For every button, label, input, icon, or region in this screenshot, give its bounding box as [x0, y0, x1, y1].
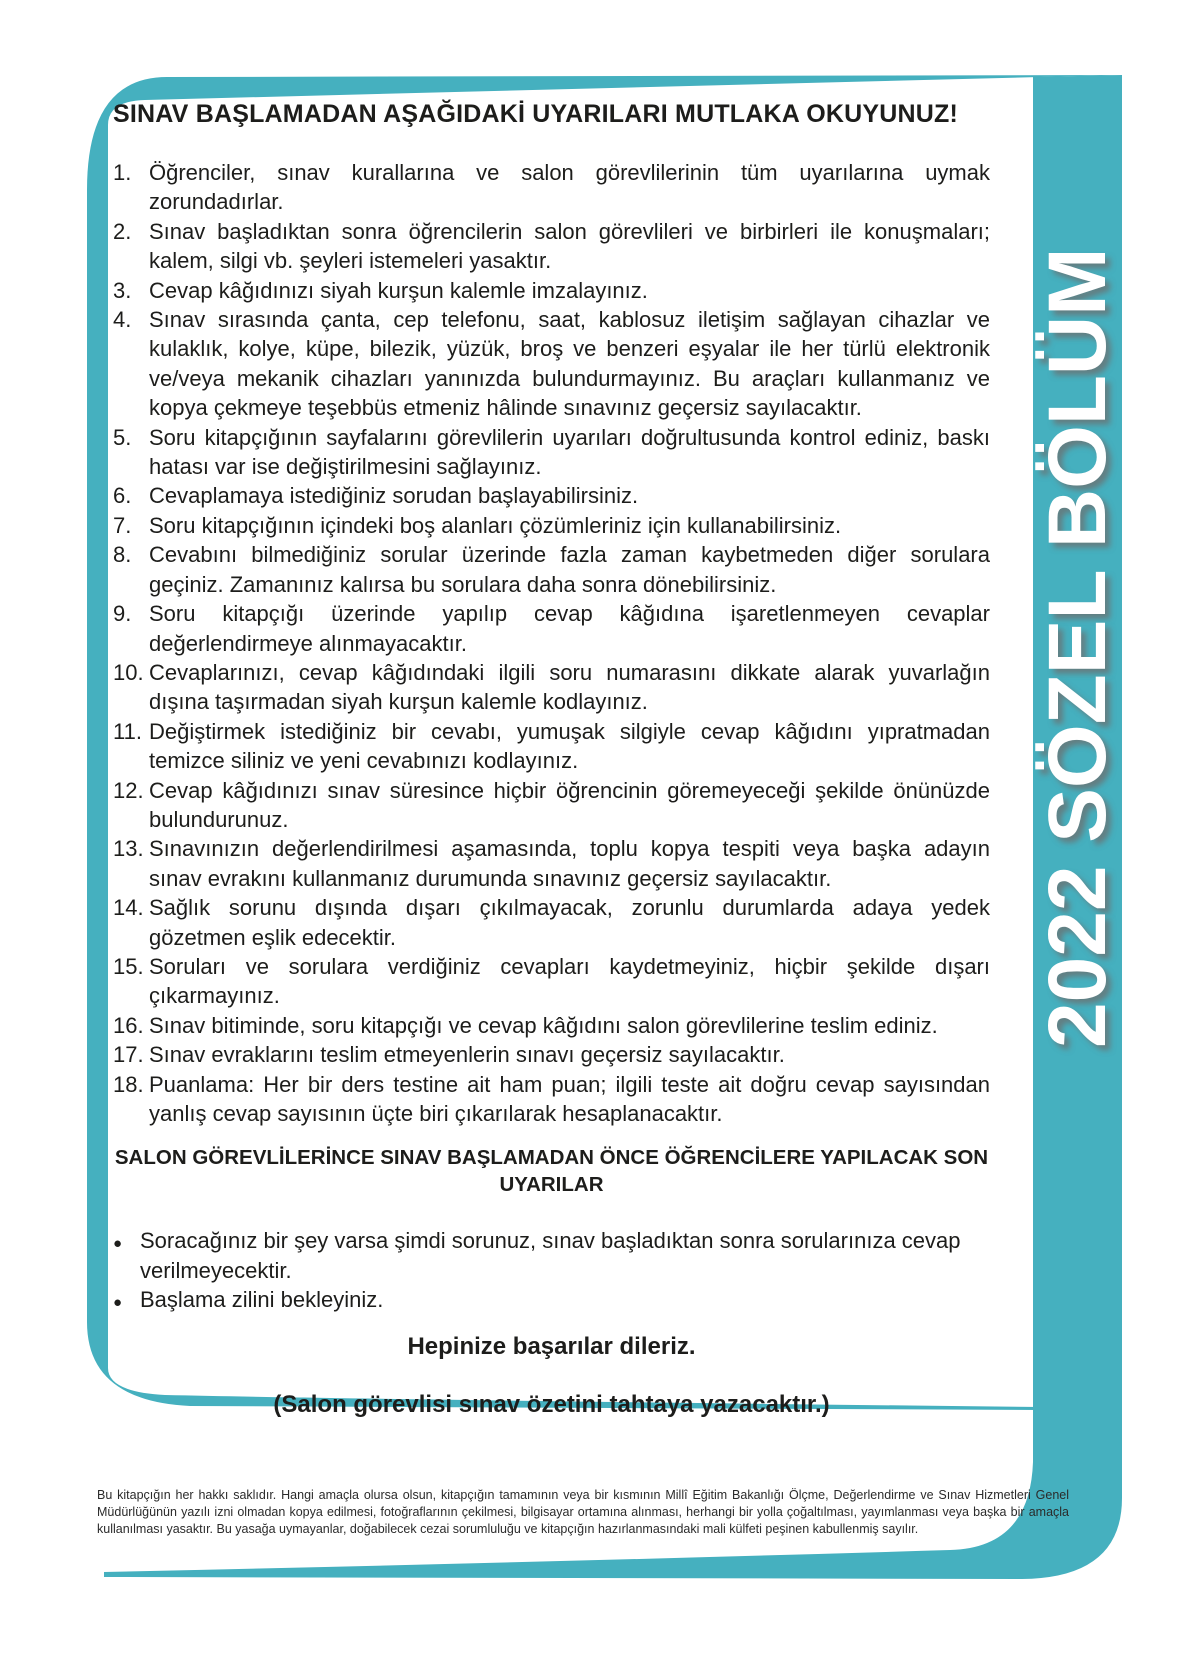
item-number: 3.: [113, 277, 132, 303]
instruction-item: [113, 217, 990, 276]
final-warnings-heading: SALON GÖREVLİLERİNCE SINAV BAŞLAMADAN ÖNCE ÖĞRENCİLERE YAPILACAK SON UYARILAR: [114, 1146, 989, 1197]
instruction-item: [113, 776, 990, 835]
item-number: 5.: [113, 424, 132, 450]
item-text: Sınav evraklarını teslim etmeyenlerin sınavı geçersiz sayılacaktır.: [149, 1042, 785, 1068]
instruction-item: [113, 834, 990, 893]
bullet-item: [113, 1226, 990, 1285]
page-title: SINAV BAŞLAMADAN AŞAĞIDAKİ UYARILARI MUTLAKA OKUYUNUZ!: [113, 100, 959, 128]
item-text: Soru kitapçığı üzerinde yapılıp cevap kâğıdına işaretlenmeyen cevaplar değerlendirmeye alınmayacaktır.: [149, 601, 990, 656]
instruction-item: [113, 658, 990, 717]
item-text: Öğrenciler, sınav kurallarına ve salon görevlilerinin tüm uyarılarına uymak zorundadırlar.: [149, 160, 990, 215]
side-banner-label: 2022 SÖZEL BÖLÜM: [1032, 247, 1123, 1048]
item-text: Cevaplamaya istediğiniz sorudan başlayabilirsiniz.: [149, 483, 639, 509]
item-number: 13.: [113, 836, 144, 862]
instruction-item: [113, 952, 990, 1011]
item-text: Puanlama: Her bir ders testine ait ham puan; ilgili teste ait doğru cevap sayısından yanlış cevap sayısının üçte biri çıkarılarak hesaplanacaktır.: [149, 1071, 990, 1126]
item-text: Sınav sırasında çanta, cep telefonu, saat, kablosuz iletişim sağlayan cihazlar ve kulaklık, kolye, küpe, bilezik, yüzük, broş ve benzeri eşyalar ile her türlü elektronik ve/veya mekanik cihazları yanınızda bulundurmayınız. Bu araçları kullanmanız ve kopya çekmeye teşebbüs etmeniz hâlinde sınavınız geçersiz sayılacaktır.: [149, 307, 990, 421]
item-text: Cevap kâğıdınızı sınav süresince hiçbir öğrencinin göremeyeceği şekilde önünüzde bulundurunuz.: [149, 777, 990, 832]
instruction-item: [113, 276, 990, 305]
item-number: 18.: [113, 1071, 144, 1097]
bullet-icon: [113, 1226, 140, 1285]
final-warnings-list: [113, 1226, 990, 1317]
bullet-item: [113, 1285, 990, 1317]
instruction-item: [113, 599, 990, 658]
board-note: (Salon görevlisi sınav özetini tahtaya yazacaktır.): [273, 1390, 830, 1418]
instruction-item: [113, 540, 990, 599]
item-text: Cevabını bilmediğiniz sorular üzerinde fazla zaman kaybetmeden diğer sorulara geçiniz. Zamanınız kalırsa bu sorulara daha sonra dönebilirsiniz.: [149, 542, 990, 597]
item-number: 12.: [113, 777, 144, 803]
item-number: 7.: [113, 512, 132, 538]
item-number: 16.: [113, 1012, 144, 1038]
item-text: Cevap kâğıdınızı siyah kurşun kalemle imzalayınız.: [149, 277, 648, 303]
instruction-item: [113, 305, 990, 423]
closing-message: Hepinize başarılar dileriz.: [407, 1332, 696, 1360]
copyright-notice: Bu kitapçığın her hakkı saklıdır. Hangi amaçla olursa olsun, kitapçığın tamamının veya bir kısmının Millî Eğitim Bakanlığı Ölçme, Değerlendirme ve Sınav Hizmetleri Genel Müdürlüğünün yazılı izni olmadan kopya edilmesi, fotoğraflarının çekilmesi, bilgisayar ortamına alınması, herhangi bir yolla çoğaltılması, yayımlanması veya başka bir amaçla kullanılması yasaktır. Bu yasağa uymayanlar, doğabilecek cezai sorumluluğu ve kitapçığın hazırlanmasındaki mali külfeti peşinen kabullenmiş sayılır.: [97, 1488, 1069, 1537]
item-text: Sınav başladıktan sonra öğrencilerin salon görevlileri ve birbirleri ile konuşmaları; kalem, silgi vb. şeyleri istemeleri yasaktır.: [149, 218, 990, 274]
item-text: Cevaplarınızı, cevap kâğıdındaki ilgili soru numarasını dikkate alarak yuvarlağın dışına taşırmadan siyah kurşun kalemle kodlayınız.: [149, 659, 990, 715]
item-text: Sınav bitiminde, soru kitapçığı ve cevap kâğıdını salon görevlilerine teslim ediniz.: [149, 1012, 938, 1038]
instruction-item: [113, 1011, 990, 1040]
item-number: 6.: [113, 483, 132, 509]
item-number: 2.: [113, 218, 132, 244]
item-number: 17.: [113, 1042, 144, 1068]
instruction-item: [113, 481, 990, 510]
bullet-icon: [113, 1285, 140, 1317]
item-number: 10.: [113, 659, 144, 685]
item-number: 1.: [113, 160, 132, 185]
item-number: 15.: [113, 953, 144, 979]
item-number: 9.: [113, 601, 132, 627]
item-text: Soruları ve sorulara verdiğiniz cevapları kaydetmeyiniz, hiçbir şekilde dışarı çıkarmayınız.: [149, 953, 990, 1009]
item-number: 11.: [113, 718, 142, 744]
instruction-item: [113, 1070, 990, 1129]
item-text: Sağlık sorunu dışında dışarı çıkılmayacak, zorunlu durumlarda adaya yedek gözetmen eşlik edecektir.: [149, 895, 990, 950]
bullet-text: Soracağınız bir şey varsa şimdi sorunuz, sınav başladıktan sonra sorularınıza cevap verilmeyecektir.: [140, 1228, 961, 1283]
instruction-item: [113, 717, 990, 776]
item-number: 8.: [113, 542, 132, 568]
instruction-item: [113, 893, 990, 952]
instruction-item: [113, 158, 990, 217]
item-text: Değiştirmek istediğiniz bir cevabı, yumuşak silgiyle cevap kâğıdını yıpratmadan temizce siliniz ve yeni cevabınızı kodlayınız.: [149, 718, 990, 774]
instruction-item: [113, 511, 990, 540]
item-text: Sınavınızın değerlendirilmesi aşamasında, toplu kopya tespiti veya başka adayın sınav evrakını kullanmanız durumunda sınavınız geçersiz sayılacaktır.: [149, 836, 990, 891]
item-text: Soru kitapçığının sayfalarını görevlilerin uyarıları doğrultusunda kontrol ediniz, baskı hatası var ise değiştirilmesini sağlayınız.: [149, 424, 990, 480]
instructions-list: [113, 158, 990, 1128]
item-text: Soru kitapçığının içindeki boş alanları çözümleriniz için kullanabilirsiniz.: [149, 512, 842, 538]
instruction-item: [113, 423, 990, 482]
instruction-item: [113, 1040, 990, 1069]
bullet-text: Başlama zilini bekleyiniz.: [140, 1287, 384, 1313]
item-number: 4.: [113, 307, 132, 333]
item-number: 14.: [113, 895, 144, 921]
main-content: [113, 96, 990, 1420]
